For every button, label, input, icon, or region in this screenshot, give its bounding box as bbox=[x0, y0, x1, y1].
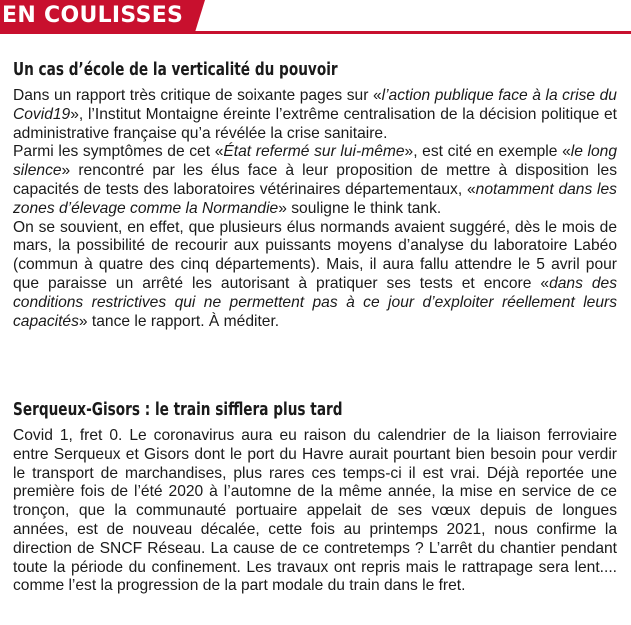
article-headline: Serqueux-Gisors : le train sifflera plus tard bbox=[13, 400, 343, 420]
article-paragraph bbox=[13, 427, 617, 596]
text-run: » rencontré par les élus face à leur proposition de mettre à disposition les capacités de tests des laboratoires vétérinaires départementaux, « bbox=[13, 162, 617, 198]
text-run: On se souvient, en effet, que plusieurs élus normands avaient suggéré, dès le mois de mars, la possibilité de recourir aux puissants moyens d’analyse du laboratoire Labéo (commun à quatre des cinq départements). Mais, il aura fallu attendre le 5 avril pour que paraisse un arrêté les autorisant à pratiquer ses tests et encore « bbox=[13, 218, 617, 292]
italic-quote: notamment dans les zones d’élevage comme la Normandie bbox=[13, 180, 617, 217]
section-title: EN COULISSES bbox=[2, 3, 184, 28]
article-verticalite bbox=[13, 58, 617, 331]
article-serqueux-gisors bbox=[13, 398, 617, 596]
article-body bbox=[13, 87, 617, 331]
article-paragraph bbox=[13, 219, 617, 332]
italic-quote: l’action publique face à la crise du Covid19 bbox=[13, 87, 617, 123]
text-run: » souligne le think tank. bbox=[278, 199, 442, 217]
italic-quote: dans des conditions restrictives qui ne permettent pas à ce jour d’exploiter réellement leurs capacités bbox=[13, 274, 618, 330]
article-body bbox=[13, 427, 617, 596]
text-run: » tance le rapport. À méditer. bbox=[78, 312, 280, 330]
section-header bbox=[0, 0, 631, 34]
italic-quote: État refermé sur lui-même bbox=[223, 143, 405, 161]
article-paragraph bbox=[13, 143, 617, 218]
header-red-rule bbox=[0, 31, 631, 34]
text-run: », est cité en exemple « bbox=[404, 143, 571, 161]
article-paragraph bbox=[13, 87, 617, 143]
italic-quote: le long silence bbox=[13, 143, 618, 180]
text-run: », l’Institut Montaigne éreinte l’extrême centralisation de la décision politique et administrative française qu’a révélée la crise sanitaire. bbox=[13, 105, 617, 142]
article-headline: Un cas d’école de la verticalité du pouvoir bbox=[13, 60, 338, 80]
text-run: Dans un rapport très critique de soixante pages sur « bbox=[13, 87, 382, 104]
text-run: Parmi les symptômes de cet « bbox=[13, 143, 224, 161]
text-run: Covid 1, fret 0. Le coronavirus aura eu raison du calendrier de la liaison ferroviaire entre Serqueux et Gisors dont le port du Havre aurait pourtant bien besoin pour verdir le transport de marchandises, plus rares ces temps-ci il est vrai. Déjà reportée une première fois de l’été 2020 à l’automne de la même année, la mise en service de ce tronçon, que la communauté portuaire appelait de ses vœux depuis de longues années, est de nouveau décalée, cette fois au printemps 2021, nous confirme la direction de SNCF Réseau. La cause de ce contretemps ? L’arrêt du chantier pendant toute la période du confinement. Les travaux ont repris mais le rattrapage sera lent.... comme l’est la progression de la part modale du train dans le fret. bbox=[13, 427, 617, 595]
